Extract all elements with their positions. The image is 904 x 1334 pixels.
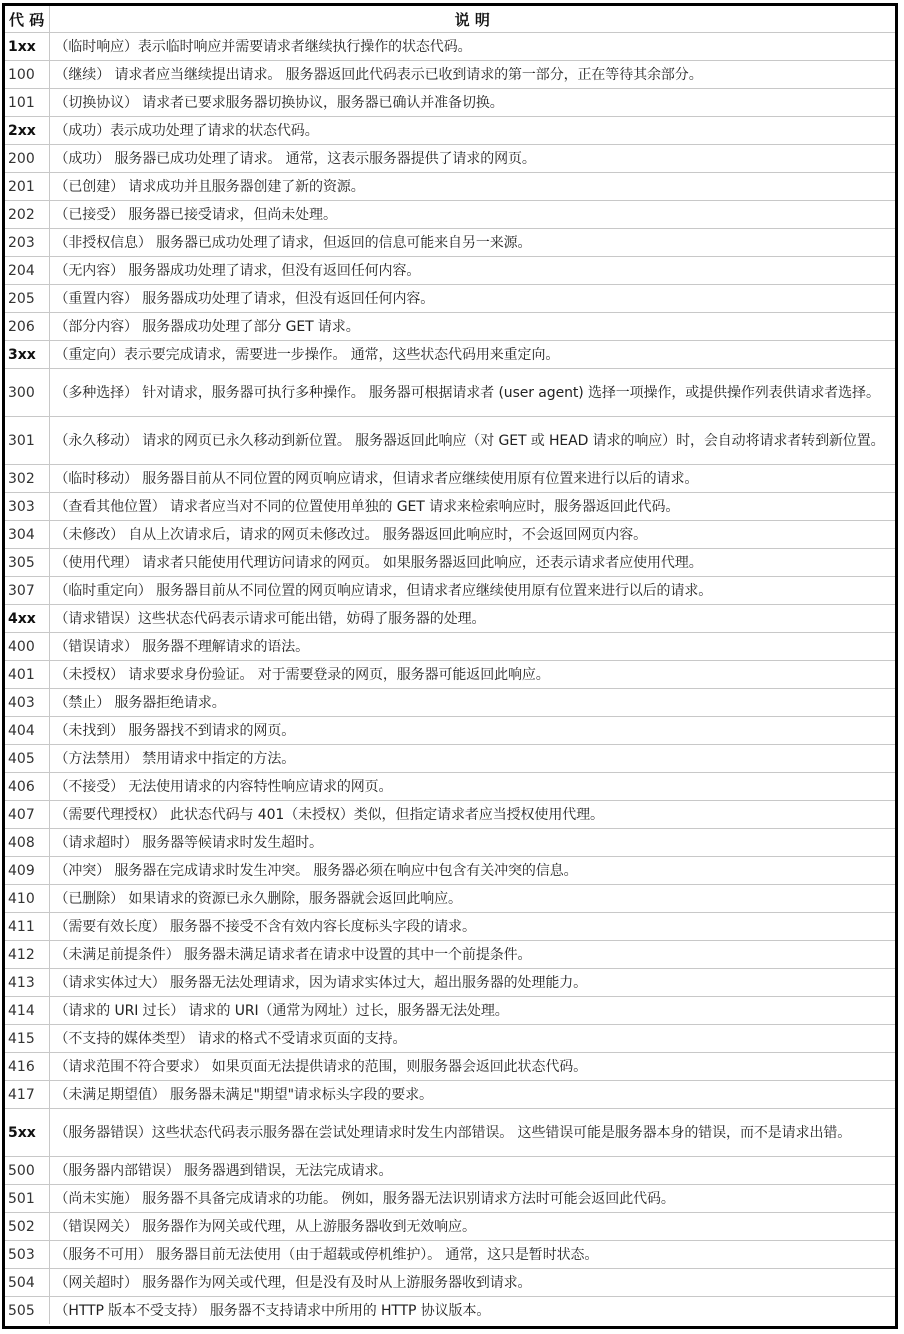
status-description: （临时重定向） 服务器目前从不同位置的网页响应请求，但请求者应继续使用原有位置来进行以后的请求。 [49, 577, 895, 605]
table-row [5, 969, 895, 997]
status-code: 412 [5, 941, 49, 969]
table-row [5, 773, 895, 801]
table-row [5, 229, 895, 257]
status-code: 5xx [5, 1109, 49, 1157]
status-code: 304 [5, 521, 49, 549]
table-row [5, 1081, 895, 1109]
table-row [5, 521, 895, 549]
status-description: （HTTP 版本不受支持） 服务器不支持请求中所用的 HTTP 协议版本。 [49, 1297, 895, 1325]
table-row [5, 1297, 895, 1325]
table-row-group [5, 341, 895, 369]
status-description: （临时响应）表示临时响应并需要请求者继续执行操作的状态代码。 [49, 33, 895, 61]
table-row [5, 801, 895, 829]
status-description: （已创建） 请求成功并且服务器创建了新的资源。 [49, 173, 895, 201]
status-description: （需要代理授权） 此状态代码与 401（未授权）类似，但指定请求者应当授权使用代理。 [49, 801, 895, 829]
status-code: 415 [5, 1025, 49, 1053]
status-description: （未修改） 自从上次请求后，请求的网页未修改过。 服务器返回此响应时，不会返回网页内容。 [49, 521, 895, 549]
status-description: （请求的 URI 过长） 请求的 URI（通常为网址）过长，服务器无法处理。 [49, 997, 895, 1025]
status-code: 505 [5, 1297, 49, 1325]
status-description: （请求实体过大） 服务器无法处理请求，因为请求实体过大，超出服务器的处理能力。 [49, 969, 895, 997]
table-row [5, 549, 895, 577]
table-row [5, 1185, 895, 1213]
table-row [5, 465, 895, 493]
table-row [5, 745, 895, 773]
status-description: （切换协议） 请求者已要求服务器切换协议，服务器已确认并准备切换。 [49, 89, 895, 117]
table-row [5, 145, 895, 173]
status-description: （请求范围不符合要求） 如果页面无法提供请求的范围，则服务器会返回此状态代码。 [49, 1053, 895, 1081]
status-description: （无内容） 服务器成功处理了请求，但没有返回任何内容。 [49, 257, 895, 285]
status-code: 303 [5, 493, 49, 521]
status-code: 202 [5, 201, 49, 229]
status-code: 503 [5, 1241, 49, 1269]
table-header-row [5, 6, 895, 33]
status-code: 201 [5, 173, 49, 201]
status-description: （成功）表示成功处理了请求的状态代码。 [49, 117, 895, 145]
table-row [5, 369, 895, 417]
status-description: （错误网关） 服务器作为网关或代理，从上游服务器收到无效响应。 [49, 1213, 895, 1241]
table-row-group [5, 33, 895, 61]
header-code: 代 码 [5, 6, 49, 33]
table-row [5, 493, 895, 521]
table-row [5, 1213, 895, 1241]
table-row [5, 1157, 895, 1185]
status-description: （已删除） 如果请求的资源已永久删除，服务器就会返回此响应。 [49, 885, 895, 913]
status-code: 414 [5, 997, 49, 1025]
table-row [5, 89, 895, 117]
status-code: 200 [5, 145, 49, 173]
status-code: 205 [5, 285, 49, 313]
status-code: 406 [5, 773, 49, 801]
status-description: （使用代理） 请求者只能使用代理访问请求的网页。 如果服务器返回此响应，还表示请求者应使用代理。 [49, 549, 895, 577]
status-description: （多种选择） 针对请求，服务器可执行多种操作。 服务器可根据请求者 (user agent) 选择一项操作，或提供操作列表供请求者选择。 [49, 369, 895, 417]
http-status-code-table [5, 6, 895, 1324]
header-description: 说 明 [49, 6, 895, 33]
status-code: 101 [5, 89, 49, 117]
status-description: （服务不可用） 服务器目前无法使用（由于超载或停机维护）。 通常，这只是暂时状态。 [49, 1241, 895, 1269]
status-code: 407 [5, 801, 49, 829]
table-row [5, 661, 895, 689]
table-row [5, 313, 895, 341]
status-description: （需要有效长度） 服务器不接受不含有效内容长度标头字段的请求。 [49, 913, 895, 941]
status-description: （方法禁用） 禁用请求中指定的方法。 [49, 745, 895, 773]
status-code: 403 [5, 689, 49, 717]
status-code: 408 [5, 829, 49, 857]
status-code: 206 [5, 313, 49, 341]
table-row-group [5, 1109, 895, 1157]
table-row [5, 257, 895, 285]
status-code: 203 [5, 229, 49, 257]
status-description: （不支持的媒体类型） 请求的格式不受请求页面的支持。 [49, 1025, 895, 1053]
table-row [5, 577, 895, 605]
status-code: 411 [5, 913, 49, 941]
status-description: （网关超时） 服务器作为网关或代理，但是没有及时从上游服务器收到请求。 [49, 1269, 895, 1297]
status-code: 400 [5, 633, 49, 661]
table-row [5, 1241, 895, 1269]
status-description: （服务器内部错误） 服务器遇到错误，无法完成请求。 [49, 1157, 895, 1185]
status-description: （服务器错误）这些状态代码表示服务器在尝试处理请求时发生内部错误。 这些错误可能是服务器本身的错误，而不是请求出错。 [49, 1109, 895, 1157]
status-description: （成功） 服务器已成功处理了请求。 通常，这表示服务器提供了请求的网页。 [49, 145, 895, 173]
status-code: 502 [5, 1213, 49, 1241]
status-code: 405 [5, 745, 49, 773]
table-row [5, 61, 895, 89]
status-description: （临时移动） 服务器目前从不同位置的网页响应请求，但请求者应继续使用原有位置来进行以后的请求。 [49, 465, 895, 493]
status-description: （查看其他位置） 请求者应当对不同的位置使用单独的 GET 请求来检索响应时，服务器返回此代码。 [49, 493, 895, 521]
table-row [5, 201, 895, 229]
status-code: 302 [5, 465, 49, 493]
status-code: 410 [5, 885, 49, 913]
status-code: 305 [5, 549, 49, 577]
table-row [5, 1269, 895, 1297]
table-row [5, 829, 895, 857]
status-description: （冲突） 服务器在完成请求时发生冲突。 服务器必须在响应中包含有关冲突的信息。 [49, 857, 895, 885]
status-description: （未授权） 请求要求身份验证。 对于需要登录的网页，服务器可能返回此响应。 [49, 661, 895, 689]
status-code: 204 [5, 257, 49, 285]
table-row [5, 1025, 895, 1053]
table-row [5, 1053, 895, 1081]
table-row [5, 885, 895, 913]
status-code: 1xx [5, 33, 49, 61]
table-row [5, 689, 895, 717]
status-description: （重置内容） 服务器成功处理了请求，但没有返回任何内容。 [49, 285, 895, 313]
status-code: 500 [5, 1157, 49, 1185]
status-code: 413 [5, 969, 49, 997]
status-description: （禁止） 服务器拒绝请求。 [49, 689, 895, 717]
table-row [5, 857, 895, 885]
table-row-group [5, 605, 895, 633]
status-description: （重定向）表示要完成请求，需要进一步操作。 通常，这些状态代码用来重定向。 [49, 341, 895, 369]
status-code: 504 [5, 1269, 49, 1297]
status-code: 307 [5, 577, 49, 605]
status-description: （永久移动） 请求的网页已永久移动到新位置。 服务器返回此响应（对 GET 或 HEAD 请求的响应）时，会自动将请求者转到新位置。 [49, 417, 895, 465]
table-row [5, 913, 895, 941]
table-body [5, 33, 895, 1325]
status-code: 301 [5, 417, 49, 465]
status-description: （不接受） 无法使用请求的内容特性响应请求的网页。 [49, 773, 895, 801]
status-code: 300 [5, 369, 49, 417]
status-code-table-frame [2, 3, 898, 1329]
status-description: （非授权信息） 服务器已成功处理了请求，但返回的信息可能来自另一来源。 [49, 229, 895, 257]
status-description: （已接受） 服务器已接受请求，但尚未处理。 [49, 201, 895, 229]
table-row [5, 417, 895, 465]
table-row [5, 997, 895, 1025]
status-description: （未找到） 服务器找不到请求的网页。 [49, 717, 895, 745]
status-description: （尚未实施） 服务器不具备完成请求的功能。 例如，服务器无法识别请求方法时可能会返回此代码。 [49, 1185, 895, 1213]
status-code: 501 [5, 1185, 49, 1213]
status-code: 417 [5, 1081, 49, 1109]
status-code: 401 [5, 661, 49, 689]
status-description: （部分内容） 服务器成功处理了部分 GET 请求。 [49, 313, 895, 341]
status-code: 416 [5, 1053, 49, 1081]
status-description: （请求超时） 服务器等候请求时发生超时。 [49, 829, 895, 857]
table-row [5, 173, 895, 201]
status-description: （继续） 请求者应当继续提出请求。 服务器返回此代码表示已收到请求的第一部分，正在等待其余部分。 [49, 61, 895, 89]
status-description: （请求错误）这些状态代码表示请求可能出错，妨碍了服务器的处理。 [49, 605, 895, 633]
table-row [5, 941, 895, 969]
table-row [5, 717, 895, 745]
status-description: （错误请求） 服务器不理解请求的语法。 [49, 633, 895, 661]
table-row [5, 285, 895, 313]
status-description: （未满足期望值） 服务器未满足"期望"请求标头字段的要求。 [49, 1081, 895, 1109]
status-description: （未满足前提条件） 服务器未满足请求者在请求中设置的其中一个前提条件。 [49, 941, 895, 969]
status-code: 3xx [5, 341, 49, 369]
table-row [5, 633, 895, 661]
status-code: 2xx [5, 117, 49, 145]
status-code: 409 [5, 857, 49, 885]
status-code: 404 [5, 717, 49, 745]
table-row-group [5, 117, 895, 145]
status-code: 4xx [5, 605, 49, 633]
status-code: 100 [5, 61, 49, 89]
